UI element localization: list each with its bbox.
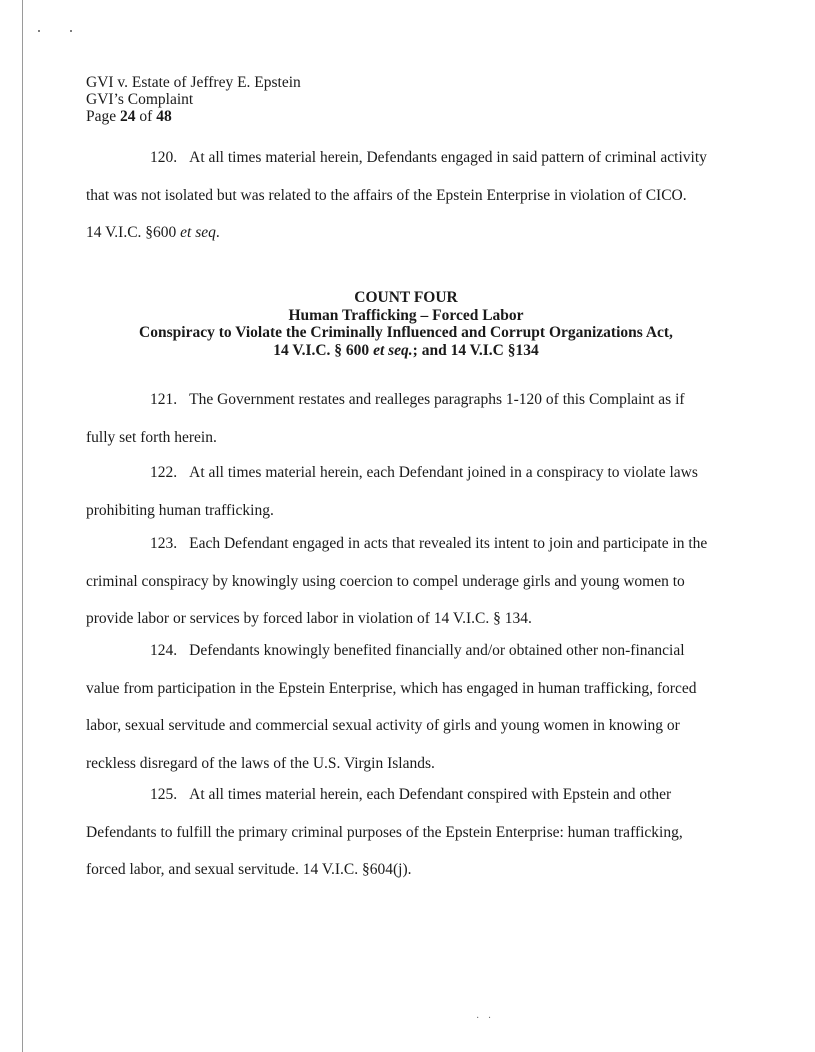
paragraph-number: 125. <box>150 786 178 803</box>
scan-speck <box>38 30 40 32</box>
paragraph-122: 122. At all times material herein, each Defendant joined in a conspiracy to violate laws prohibiting human trafficking. <box>86 464 698 519</box>
paragraph-123: 123. Each Defendant engaged in acts that revealed its intent to join and participate in the criminal conspiracy by knowingly using coercion to compel underage girls and young women to provide labor or services by forced labor in violation of 14 V.I.C. § 134. <box>86 535 708 627</box>
paragraph-number: 123. <box>150 535 178 552</box>
paragraph-125: 125. At all times material herein, each Defendant conspired with Epstein and other Defendants to fulfill the primary criminal purposes of the Epstein Enterprise: human trafficking, forced labor, and sexual servitude. 14 V.I.C. §604(j). <box>86 786 683 878</box>
paragraph-124: 124. Defendants knowingly benefited financially and/or obtained other non-financial value from participation in the Epstein Enterprise, which has engaged in human trafficking, forced labor, sexual servitude and commercial sexual activity of girls and young women in knowing or reckless disregard of the laws of the U.S. Virgin Islands. <box>86 642 697 772</box>
paragraph-number: 120. <box>150 149 178 166</box>
count-label: COUNT FOUR <box>354 289 458 306</box>
paragraph-121: 121. The Government restates and realleges paragraphs 1-120 of this Complaint as if fully set forth herein. <box>86 391 685 446</box>
count-title: Human Trafficking – Forced Labor <box>288 306 524 324</box>
paragraph-120: 120. At all times material herein, Defendants engaged in said pattern of criminal activity that was not isolated but was related to the affairs of the Epstein Enterprise in violation of CICO. 14 V.I.C. §600 et seq. <box>86 149 707 241</box>
scan-left-edge <box>22 0 23 1052</box>
paragraph-number: 124. <box>150 642 178 659</box>
count-four-heading: COUNT FOUR Human Trafficking – Forced Labor Conspiracy to Violate the Criminally Influenced and Corrupt Organizations Act, 14 V.I.C. § 600 et seq.; and 14 V.I.C §134 <box>86 289 726 359</box>
page-current: 24 <box>120 108 136 125</box>
scan-footer-marks: · · <box>476 1013 495 1024</box>
page-total: 48 <box>156 108 172 125</box>
paragraph-number: 122. <box>150 464 178 481</box>
header-document-title: GVI’s Complaint <box>86 91 194 108</box>
document-header <box>86 74 301 125</box>
scan-speck <box>70 30 72 32</box>
header-case-name: GVI v. Estate of Jeffrey E. Epstein <box>86 74 301 91</box>
header-page-number: Page 24 of 48 <box>86 108 172 125</box>
paragraph-number: 121. <box>150 391 178 408</box>
